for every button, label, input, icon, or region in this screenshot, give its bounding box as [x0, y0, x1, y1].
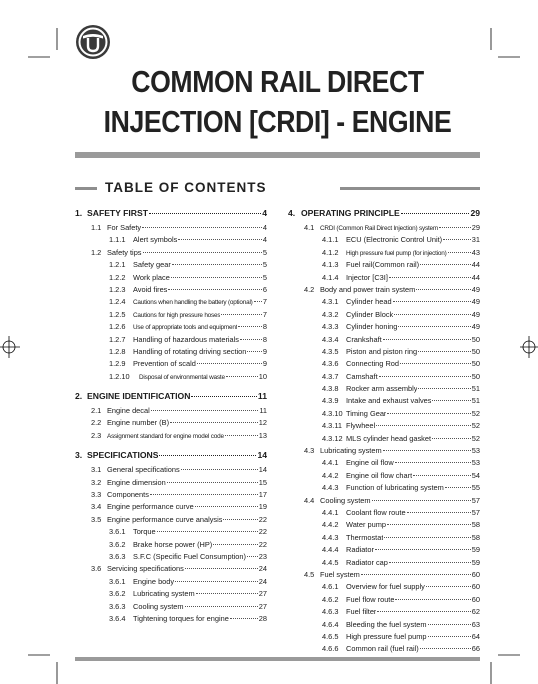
toc-entry-label: Camshaft [346, 371, 378, 381]
toc-entry-page: 50 [471, 346, 480, 356]
toc-leader-dots [170, 413, 258, 423]
toc-entry-page: 60 [471, 569, 480, 579]
toc-entry-number: 1.2.3 [109, 284, 126, 294]
toc-entry-page: 29 [470, 208, 480, 218]
toc-entry-number: 4.3.11 [322, 421, 342, 431]
toc-entry-number: 4.3.3 [322, 322, 339, 332]
toc-entry-page: 50 [471, 334, 480, 344]
toc-entry-page: 7 [262, 309, 267, 319]
toc-entry-label: Bleeding the fuel system [346, 619, 427, 629]
toc-entry-number: 4.3 [304, 446, 315, 456]
toc-entry-number: 4.3.9 [322, 396, 339, 406]
toc-entry-number: 4.3.12 [322, 433, 343, 443]
toc-entry-page: 8 [262, 322, 267, 332]
toc-entry-label: Fuel system [320, 569, 360, 579]
toc-entry-number: 4.1.3 [322, 260, 339, 270]
toc-leader-dots [401, 204, 470, 214]
toc-entry-label: ENGINE IDENTIFICATION [87, 391, 191, 402]
toc-entry-page: 9 [262, 359, 267, 369]
toc-entry-page: 59 [471, 557, 480, 567]
toc-entry-page: 11 [257, 391, 267, 402]
toc-leader-dots [418, 379, 470, 389]
toc-entry-page: 59 [471, 545, 480, 555]
toc-leader-dots [389, 268, 471, 278]
toc-entry-number: 4. [288, 208, 296, 218]
toc-entry-page: 49 [471, 309, 480, 319]
toc-leader-dots [172, 255, 262, 265]
toc-entry-label: Body and power train system [320, 284, 416, 294]
toc-entry-page: 4 [262, 223, 267, 232]
toc-entry-label: Coolant flow route [346, 507, 406, 517]
toc-leader-dots [418, 342, 471, 352]
toc-leader-dots [197, 354, 262, 364]
toc-entry-page: 12 [258, 418, 267, 428]
toc-leader-dots [225, 426, 258, 436]
toc-entry-number: 4.6.5 [322, 631, 339, 641]
toc-entry-label: Engine dimension [107, 477, 166, 487]
toc-leader-dots [420, 639, 471, 649]
toc-entry-page: 4 [262, 208, 267, 218]
toc-entry-number: 3.6.3 [109, 601, 126, 611]
toc-leader-dots [400, 354, 471, 364]
toc-entry[interactable] [288, 641, 480, 653]
toc-entry-number: 4.6.6 [322, 644, 339, 654]
toc-leader-dots [393, 292, 471, 302]
toc-entry-number: 1.2.5 [109, 309, 126, 319]
toc-leader-dots [394, 305, 471, 315]
toc-entry-number: 2.1 [91, 406, 102, 416]
toc-entry-page: 52 [471, 433, 480, 443]
toc-entry-label: ECU (Electronic Control Unit) [346, 235, 443, 245]
toc-entry[interactable] [75, 611, 267, 623]
toc-leader-dots [379, 367, 471, 377]
toc-entry-label: SAFETY FIRST [87, 208, 148, 218]
toc-leader-dots [178, 230, 262, 240]
toc-leader-dots [175, 572, 258, 582]
toc-leader-dots [196, 584, 258, 594]
toc-entry-label: SPECIFICATIONS [87, 450, 159, 461]
toc-heading-rule-left [75, 187, 97, 190]
toc-entry-page: 24 [258, 564, 267, 574]
toc-entry-number: 1.2.1 [109, 260, 126, 270]
toc-leader-dots [213, 535, 257, 545]
toc-entry-number: 4.3.4 [322, 334, 339, 344]
toc-leader-dots [387, 404, 470, 414]
toc-entry-label: Radiator cap [346, 557, 388, 567]
toc-entry-label: Water pump [346, 520, 386, 530]
toc-leader-dots [445, 478, 471, 488]
toc-entry-page: 22 [258, 539, 267, 549]
toc-leader-dots [230, 609, 258, 619]
toc-entry-label: Servicing specifications [107, 564, 184, 574]
toc-entry[interactable] [75, 428, 267, 440]
toc-entry[interactable] [75, 282, 267, 294]
toc-leader-dots [221, 305, 261, 315]
toc-leader-dots [432, 429, 471, 439]
toc-entry-label: Prevention of scald [133, 359, 196, 369]
toc-column-right [288, 206, 480, 654]
toc-entry-number: 4.3.2 [322, 309, 339, 319]
toc-leader-dots [377, 602, 470, 612]
toc-entry-page: 64 [471, 631, 480, 641]
toc-entry-label: Crankshaft [346, 334, 382, 344]
toc-leader-dots [247, 342, 261, 352]
toc-leader-dots [416, 280, 470, 290]
toc-leader-dots [185, 559, 258, 569]
toc-entry-page: 49 [471, 297, 480, 307]
toc-entry-page: 5 [262, 260, 267, 270]
toc-entry-page: 23 [258, 551, 267, 561]
toc-entry-label: Function of lubricating system [346, 483, 444, 493]
toc-entry-number: 3.6.4 [109, 613, 126, 623]
toc-entry-number: 3.5 [91, 514, 102, 524]
toc-entry-number: 3.2 [91, 477, 102, 487]
toc-entry-page: 13 [258, 430, 267, 440]
toc-entry-number: 4.4.1 [322, 458, 339, 468]
toc-entry-page: 27 [258, 601, 267, 611]
registration-mark-left [0, 336, 22, 358]
toc-entry-number: 3.6.2 [109, 589, 126, 599]
toc-entry-number: 4.3.6 [322, 359, 339, 369]
toc-entry-label: Components [107, 490, 149, 500]
toc-entry-label: Piston and piston ring [346, 346, 418, 356]
toc-entry-number: 3. [75, 450, 83, 461]
toc-entry-label: Assignment standard for engine model code [107, 432, 224, 440]
toc-entry-label: Engine oil flow [346, 458, 394, 468]
toc-entry-label: For Safety [107, 223, 142, 232]
toc-entry-number: 3.6 [91, 564, 102, 574]
registration-mark-right [518, 336, 538, 358]
toc-entry-number: 1.1 [91, 223, 102, 232]
toc-entry-label: Engine oil flow chart [346, 470, 413, 480]
toc-entry-page: 49 [471, 322, 480, 332]
toc-entry-label: General specifications [107, 465, 180, 475]
toc-entry-page: 52 [471, 408, 480, 418]
toc-leader-dots [238, 317, 262, 327]
toc-entry-page: 15 [258, 477, 267, 487]
toc-leader-dots [157, 522, 258, 532]
toc-leader-dots [413, 466, 471, 476]
toc-entry-number: 1.2.4 [109, 297, 126, 307]
toc-entry-page: 50 [471, 359, 480, 369]
toc-entry-label: Disposal of environmental waste [139, 373, 225, 381]
toc-entry-page: 66 [471, 644, 480, 654]
toc-entry-page: 6 [262, 284, 267, 294]
toc-leader-dots [167, 473, 258, 483]
toc-entry-page: 60 [471, 582, 480, 592]
toc-entry-number: 4.2 [304, 284, 315, 294]
toc-entry-page: 19 [258, 502, 267, 512]
toc-entry-label: OPERATING PRINCIPLE [301, 208, 400, 218]
toc-entry-label: Alert symbols [133, 235, 178, 245]
toc-entry-label: MLS cylinder head gasket [346, 433, 432, 443]
toc-entry-number: 2.3 [91, 430, 102, 440]
toc-entry-page: 31 [471, 235, 480, 245]
toc-leader-dots [150, 485, 258, 495]
toc-entry-number: 4.4 [304, 495, 315, 505]
toc-entry-page: 5 [262, 272, 267, 282]
toc-leader-dots [432, 391, 470, 401]
document-title [103, 62, 451, 142]
toc-entry-page: 29 [471, 223, 480, 232]
toc-entry-number: 4.4.3 [322, 532, 339, 542]
crop-mark-top-left [28, 28, 58, 58]
toc-entry-label: Intake and exhaust valves [346, 396, 432, 406]
toc-leader-dots [383, 441, 471, 451]
toc-entry-number: 1.2 [91, 247, 102, 257]
footer-divider [75, 657, 480, 661]
toc-entry-number: 3.6.1 [109, 527, 126, 537]
toc-entry-page: 10 [258, 371, 267, 381]
toc-entry-number: 1.2.6 [109, 322, 126, 332]
toc-entry[interactable] [75, 319, 267, 331]
toc-entry-number: 4.1.2 [322, 247, 339, 257]
toc-entry-page: 27 [258, 589, 267, 599]
toc-entry[interactable] [75, 332, 267, 344]
toc-entry-number: 3.4 [91, 502, 102, 512]
toc-entry-number: 4.1.1 [322, 235, 339, 245]
toc-entry-number: 4.4.2 [322, 520, 339, 530]
toc-entry-page: 43 [471, 247, 480, 257]
toc-entry-label: Cautions for high pressure hoses [133, 311, 221, 319]
toc-entry-label: Rocker arm assembly [346, 384, 418, 394]
toc-entry-page: 54 [471, 470, 480, 480]
toc-leader-dots [361, 565, 471, 575]
toc-leader-dots [191, 387, 256, 397]
crop-mark-bottom-left [28, 654, 58, 684]
toc-leader-dots [443, 230, 471, 240]
toc-entry-label: S.F.C (Specific Fuel Consumption) [133, 551, 246, 561]
toc-leader-dots [171, 268, 262, 278]
toc-entry-number: 2. [75, 391, 83, 402]
title-divider [75, 152, 480, 158]
toc-entry-number: 4.6.1 [322, 582, 339, 592]
title-line-1: COMMON RAIL DIRECT [131, 64, 424, 99]
toc-entry-number: 3.3 [91, 490, 102, 500]
toc-entry-page: 22 [258, 527, 267, 537]
toc-entry-label: High pressure fuel pump [346, 631, 427, 641]
toc-column-left [75, 206, 267, 623]
toc-leader-dots [439, 218, 471, 228]
toc-entry-page: 28 [258, 613, 267, 623]
toc-entry-number: 4.5 [304, 569, 315, 579]
toc-leader-dots [384, 528, 470, 538]
toc-leader-dots [151, 401, 259, 411]
toc-entry-page: 24 [258, 576, 267, 586]
brand-emblem-icon [75, 24, 111, 60]
toc-entry-number: 4.6.4 [322, 619, 339, 629]
toc-entry-label: Connecting Rod [346, 359, 400, 369]
toc-entry-number: 4.3.8 [322, 384, 339, 394]
toc-entry-label: Handling of hazardous materials [133, 334, 239, 344]
toc-entry-page: 22 [258, 514, 267, 524]
toc-entry-number: 1.2.2 [109, 272, 126, 282]
toc-entry-label: Fuel flow route [346, 594, 395, 604]
toc-leader-dots [376, 416, 471, 426]
toc-leader-dots [143, 243, 262, 253]
toc-entry-number: 4.4.2 [322, 470, 339, 480]
toc-entry-number: 4.3.10 [322, 408, 343, 418]
toc-leader-dots [375, 540, 471, 550]
toc-entry-label: Engine performance curve analysis [107, 514, 223, 524]
toc-entry-page: 58 [471, 520, 480, 530]
toc-entry-label: Handling of rotating driving section [133, 346, 247, 356]
toc-entry-label: CRDI (Common Rail Direct Injection) system [320, 225, 439, 232]
toc-entry-label: Safety tips [107, 247, 142, 257]
toc-leader-dots [159, 446, 256, 456]
toc-entry-page: 55 [471, 483, 480, 493]
title-line-2: INJECTION [CRDI] - ENGINE [103, 104, 452, 139]
toc-leader-dots [195, 497, 258, 507]
toc-entry-number: 3.6.1 [109, 576, 126, 586]
toc-leader-dots [426, 577, 471, 587]
toc-entry-label: Work place [133, 272, 170, 282]
toc-entry-number: 2.2 [91, 418, 102, 428]
toc-leader-dots [395, 453, 471, 463]
toc-entry-label: Overview for fuel supply [346, 582, 425, 592]
toc-entry-number: 4.3.5 [322, 346, 339, 356]
toc-entry-label: Lubricating system [320, 446, 382, 456]
toc-entry-label: Engine body [133, 576, 175, 586]
toc-entry-number: 4.1.4 [322, 272, 339, 282]
toc-entry-page: 44 [471, 272, 480, 282]
toc-heading-rule-right [340, 187, 480, 190]
toc-leader-dots [181, 460, 258, 470]
toc-entry-label: Fuel rail(Common rail) [346, 260, 420, 270]
toc-entry-label: Cooling system [320, 495, 371, 505]
toc-leader-dots [168, 280, 262, 290]
toc-entry-label: Engine performance curve [107, 502, 194, 512]
toc-entry-page: 51 [471, 384, 480, 394]
toc-leader-dots [389, 553, 471, 563]
toc-leader-dots [387, 515, 471, 525]
toc-entry-label: Common rail (fuel rail) [346, 644, 419, 654]
toc-leader-dots [428, 615, 471, 625]
toc-entry-number: 4.3.7 [322, 371, 339, 381]
toc-leader-dots [223, 510, 257, 520]
toc-leader-dots [247, 547, 258, 557]
toc-leader-dots [420, 255, 471, 265]
toc-entry-page: 8 [262, 334, 267, 344]
toc-entry-number: 3.6.2 [109, 539, 126, 549]
toc-entry-page: 53 [471, 446, 480, 456]
toc-leader-dots [407, 503, 471, 513]
toc-entry-page: 50 [471, 371, 480, 381]
toc-leader-dots [395, 590, 470, 600]
toc-entry-number: 4.3.1 [322, 297, 339, 307]
toc-entry-page: 17 [258, 490, 267, 500]
toc-entry-page: 58 [471, 532, 480, 542]
toc-entry-number: 4.4.4 [322, 545, 339, 555]
toc-entry-label: Tightening torques for engine [133, 613, 229, 623]
toc-leader-dots [142, 218, 262, 228]
toc-entry-page: 52 [471, 421, 480, 431]
toc-entry-number: 1.2.8 [109, 346, 126, 356]
toc-entry-page: 5 [262, 247, 267, 257]
toc-leader-dots [372, 491, 471, 501]
toc-entry-page: 44 [471, 260, 480, 270]
toc-leader-dots [448, 243, 471, 253]
toc-entry-page: 14 [258, 465, 267, 475]
toc-entry[interactable] [75, 537, 267, 549]
toc-entry-label: Cooling system [133, 601, 184, 611]
toc-entry-page: 9 [262, 346, 267, 356]
toc-entry-label: Lubricating system [133, 589, 195, 599]
toc-entry-number: 1.2.9 [109, 359, 126, 369]
toc-entry-number: 1.1.1 [109, 235, 126, 245]
toc-entry-label: Engine decal [107, 406, 150, 416]
toc-entry-label: Thermostat [346, 532, 384, 542]
toc-leader-dots [185, 597, 258, 607]
crop-mark-bottom-right [490, 654, 520, 684]
toc-entry-label: Engine number (B) [107, 418, 170, 428]
toc-entry-label: Cautions when handling the battery (optional) [133, 299, 253, 307]
toc-entry-label: Torque [133, 527, 156, 537]
toc-leader-dots [226, 367, 258, 377]
toc-heading [75, 180, 480, 196]
toc-entry-label: Use of appropriate tools and equipment [133, 324, 238, 332]
toc-entry-page: 11 [259, 406, 267, 416]
toc-entry-page: 57 [471, 507, 480, 517]
toc-entry-number: 3.6.3 [109, 551, 126, 561]
toc-heading-text: TABLE OF CONTENTS [105, 180, 267, 195]
toc-entry-label: High pressure fuel pump (for injection) [346, 249, 447, 257]
toc-entry-number: 1.2.7 [109, 334, 126, 344]
toc-leader-dots [254, 292, 262, 302]
toc-entry-number: 1.2.10 [109, 371, 130, 381]
crop-mark-top-right [490, 28, 520, 58]
toc-entry-number: 4.1 [304, 223, 315, 232]
toc-entry-number: 4.4.5 [322, 557, 339, 567]
toc-entry-number: 4.4.1 [322, 507, 339, 517]
toc-entry-page: 49 [471, 284, 480, 294]
toc-entry-page: 63 [471, 619, 480, 629]
toc-entry-page: 4 [262, 235, 267, 245]
toc-leader-dots [240, 330, 262, 340]
toc-entry-page: 60 [471, 594, 480, 604]
toc-entry-page: 53 [471, 458, 480, 468]
toc-entry-label: Injector [C3I] [346, 272, 388, 282]
toc-entry-page: 57 [471, 495, 480, 505]
toc-leader-dots [398, 317, 470, 327]
toc-entry-page: 51 [471, 396, 480, 406]
toc-entry-page: 14 [257, 450, 267, 461]
toc-entry-page: 7 [262, 297, 267, 307]
toc-entry-number: 4.6.2 [322, 594, 339, 604]
toc-entry-number: 4.4.3 [322, 483, 339, 493]
toc-entry-label: Timing Gear [346, 408, 387, 418]
toc-leader-dots [428, 627, 471, 637]
toc-entry-number: 4.6.3 [322, 607, 339, 617]
toc-leader-dots [383, 330, 471, 340]
toc-leader-dots [149, 204, 261, 214]
toc-entry-page: 62 [471, 607, 480, 617]
toc-entry-label: Avoid fires [133, 284, 168, 294]
toc-entry[interactable] [75, 369, 267, 381]
toc-entry-label: Cylinder Block [346, 309, 394, 319]
toc-entry-label: Flywheel [346, 421, 376, 431]
toc-entry-number: 3.1 [91, 465, 102, 475]
toc-entry-label: Cylinder head [346, 297, 392, 307]
toc-entry-label: Fuel filter [346, 607, 377, 617]
toc-entry-number: 1. [75, 208, 83, 218]
toc-entry-label: Radiator [346, 545, 374, 555]
toc-entry-label: Safety gear [133, 260, 171, 270]
toc-entry-label: Brake horse power (HP) [133, 539, 213, 549]
toc-entry-label: Cylinder honing [346, 322, 398, 332]
